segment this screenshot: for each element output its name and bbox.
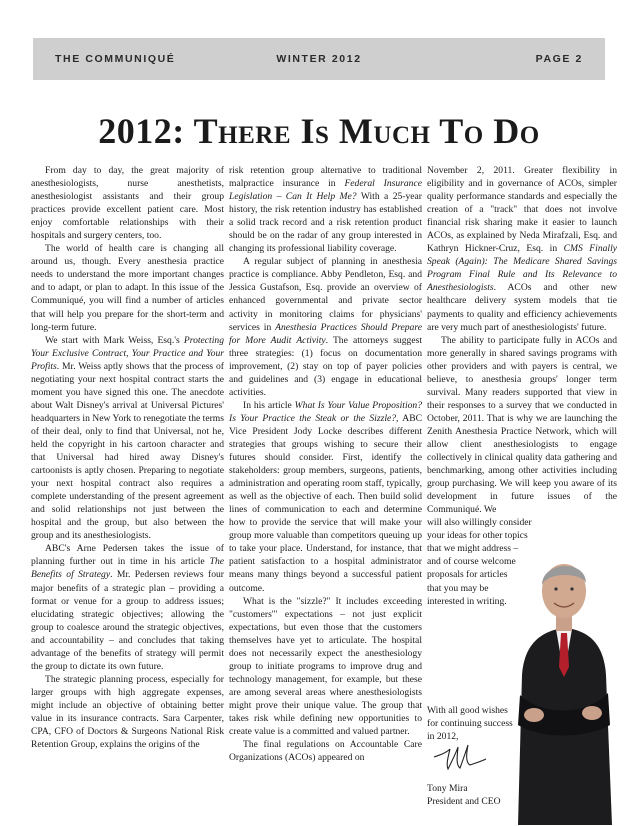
text-line: that we might address – <box>427 543 519 555</box>
closing-line: With all good wishes <box>427 705 508 716</box>
paragraph: A regular subject of planning in anesthesia practice is compliance. Abby Pendleton, Esq. and Jessica Gustafson, Esq. provide an overview of enhanced governmental and private sector activity in monitoring claims for physicians' services in Anesthesia Practices Should Prepare for More Audit Activity. The attorneys suggest three strategies: (1) focus on documentation improvement, (2) stay on top of payer policies and guidelines and (3) engage in educational activities. <box>229 256 422 398</box>
text-line: proposals for articles <box>427 569 508 581</box>
paragraph: The ability to participate fully in ACOs and more generally in shared savings programs with other providers and with payers is central, we believe, to anesthesia groups' longer term survival. Many readers supported that view in their responses to a survey that we conducted in October, 2011. That is why we are launching the Zenith Anesthesia Practice Network, which will allow client anesthesiologists to engage collectively in clinical quality data gathering and benchmarking, among other activities including group purchasing. We will keep you aware of its development in future issues of the Communiqué. We <box>427 334 617 516</box>
column-1 <box>31 164 224 751</box>
signer-title: President and CEO <box>427 796 501 807</box>
executive-photo <box>500 525 626 825</box>
page-number: PAGE 2 <box>535 53 583 65</box>
article-title: What Is Your Value Proposition? Is Your Practice the Steak or the Sizzle? <box>229 399 422 424</box>
paragraph: The world of health care is changing all around us, though. Every anesthesia practice needs to understand the more important changes and to adapt, or plan to adapt. In this issue of the Communiqué, you will find a number of articles that will help you prepare for the short-term and long-term future. <box>31 243 224 333</box>
headline: 2012: There Is Much To Do <box>98 111 540 151</box>
signature-image <box>430 735 490 775</box>
article-title: CMS Finally Speak (Again): The Medicare Shared Savings Program Final Rule and Its Relevance to Anesthesiologists <box>427 243 617 294</box>
paragraph: From day to day, the great majority of anesthesiologists, nurse anesthetists, anesthesiologist assistants and their group practices provide excellent patient care. Most enjoy comfortable relationships with their hospitals and surgery centers, too. <box>31 165 224 242</box>
text-line: and of course welcome <box>427 556 516 568</box>
closing-line: in 2012, <box>427 731 459 742</box>
text-line: that you may be <box>427 582 489 594</box>
signature-block <box>427 782 501 808</box>
paragraph: ABC's Arne Pedersen takes the issue of planning further out in time in his article The Benefits of Strategy. Mr. Pedersen reviews four major benefits of a strategic plan – providing a format or venue for a group to address issues; elucidating strategic objectives; allowing the group to coalesce around the strategic objectives, and accountability – and concludes that taking advantage of the benefits of strategy will permit the group to dictate its own future. <box>31 543 224 672</box>
issue-label: WINTER 2012 <box>276 53 362 65</box>
paragraph: We start with Mark Weiss, Esq.'s Protecting Your Exclusive Contract, Your Practice and Your Profits. Mr. Weiss aptly shows that the process of negotiating your next hospital contract starts the moment you have signed this one. The anecdote about Walt Disney's arrival at Universal Pictures' headquarters in New York to renegotiate the terms of their deal, only to find that Universal, not he, held the copyright in his cartoon character and that Universal had hired away Disney's cartoonists is aptly chosen. Preparing to negotiate your next hospital contract also requires a complete understanding of the present agreement and solid relationships not just between the hospital and the group, but also between the group and its anesthesiologists. <box>31 334 224 542</box>
paragraph: risk retention group alternative to traditional malpractice insurance in Federal Insurance Legislation – Can It Help Me? With a 25-year history, the risk retention industry has established a solid track record and a risk retention product should be on the radar of any group interested in changing its professional liability coverage. <box>229 165 422 255</box>
text-line: will also willingly consider <box>427 517 532 529</box>
header-bar <box>33 38 605 80</box>
signer-name: Tony Mira <box>427 783 468 794</box>
newsletter-title: THE COMMUNIQUÉ <box>55 53 176 65</box>
text-line: your ideas for other topics <box>427 530 528 542</box>
paragraph: The final regulations on Accountable Care Organizations (ACOs) appeared on <box>229 739 422 764</box>
paragraph: The strategic planning process, especially for larger groups with high aggregate expenses, might include an objective of obtaining better value in its insurance contracts. Sara Carpenter, CPA, CFO of Doctors & Surgeons National Risk Retention Group, explains the origins of the <box>31 673 224 751</box>
column-2 <box>229 164 422 764</box>
article-title: Protecting Your Exclusive Contract, Your Practice and Your Profits <box>31 334 224 372</box>
article-title: Anesthesia Practices Should Prepare for More Audit Activity <box>229 321 422 346</box>
article-title: The Benefits of Strategy <box>31 556 224 581</box>
article-title: Federal Insurance Legislation – Can It Help Me? <box>229 178 422 203</box>
closing-line: for continuing success <box>427 718 513 729</box>
paragraph: What is the "sizzle?" It includes exceeding "customers'" expectations – not just explicit expectations, but even those that the customers themselves have yet to articulate. The hospital does not necessarily expect the anesthesiology group to initiate programs to improve drug and technology management, for example, but these are among several areas where anesthesiologists might prove their unique value. The group that takes risk while defining new opportunities to create value is a committed and valued partner. <box>229 595 422 738</box>
paragraph: In his article What Is Your Value Proposition? Is Your Practice the Steak or the Sizzle?, ABC Vice President Jody Locke describes different strategies that groups wishing to secure their futures should consider. First, identify the stakeholders: group members, surgeons, patients, administration and operating room staff, typically, as well as the objective of each. Then build solid lines of communication to each and determine how to provide the service that will make your group more valuable than competitors queuing up to take your place. Understand, for instance, that patient satisfaction to a hospital administrator means many things beyond a successful patient outcome. <box>229 399 422 594</box>
paragraph: November 2, 2011. Greater flexibility in eligibility and in governance of ACOs, simpler quality performance standards and especially the creation of a "track" that does not involve financial risk sharing make it easier to launch ACOs, as explained by Neda Mirafzali, Esq. and Kathryn Hickner-Cruz, Esq. in CMS Finally Speak (Again): The Medicare Shared Savings Program Final Rule and Its Relevance to Anesthesiologists. ACOs and other new healthcare delivery system models that tie payments to quality and efficiency achievements are very much part of anesthesiologists' future. <box>427 165 617 333</box>
text-line: interested in writing. <box>427 595 507 607</box>
